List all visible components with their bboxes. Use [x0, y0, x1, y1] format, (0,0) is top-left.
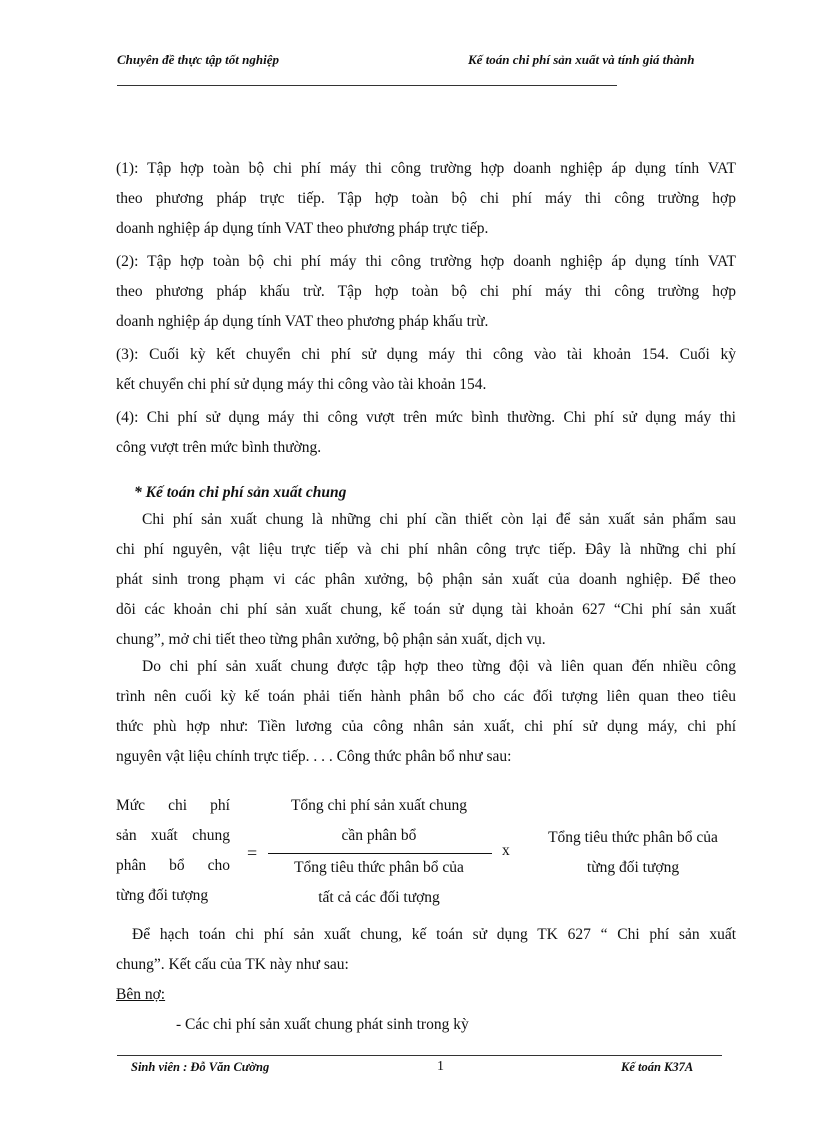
text-line: Chi phí sản xuất chung là những chi phí cần thiết còn lại để sản xuất sản phẩm sau	[142, 511, 736, 528]
body-paragraph-2	[116, 652, 736, 772]
text-line: theo phương pháp khấu trừ. Tập hợp toàn bộ chi phí máy thi công trường hợp	[116, 283, 736, 300]
text-line: (3): Cuối kỳ kết chuyển chi phí sử dụng máy thi công vào tài khoản 154. Cuối kỳ	[116, 346, 736, 363]
footer-student-name: Sinh viên : Đỗ Văn Cường	[131, 1060, 270, 1074]
text-line: (2): Tập hợp toàn bộ chi phí máy thi công trường hợp doanh nghiệp áp dụng tính VAT	[116, 253, 736, 270]
text-line: Do chi phí sản xuất chung được tập hợp theo từng đội và liên quan đến nhiều công	[142, 658, 736, 675]
formula-numerator-line: cần phân bổ	[341, 827, 417, 844]
text-line: chung”, mở chi tiết theo từng phân xưởng, bộ phận sản xuất, dịch vụ.	[116, 631, 546, 648]
formula-left-line: sản xuất chung	[116, 827, 230, 844]
text-line: chung”. Kết cấu của TK này như sau:	[116, 956, 349, 973]
text-line: kết chuyển chi phí sử dụng máy thi công vào tài khoản 154.	[116, 376, 487, 393]
ben-no-item: - Các chi phí sản xuất chung phát sinh trong kỳ	[176, 1016, 469, 1033]
formula-block	[116, 791, 736, 916]
formula-numerator-line: Tổng chi phí sản xuất chung	[290, 797, 468, 814]
paragraph-3	[116, 340, 736, 400]
text-line: dõi các khoản chi phí sản xuất chung, kế toán sử dụng tài khoản 627 “Chi phí sản xuất	[116, 601, 736, 618]
footer-rule	[117, 1055, 722, 1056]
ben-no-label: Bên nợ:	[116, 986, 166, 1003]
formula-right-line: Tổng tiêu thức phân bổ của	[548, 829, 718, 846]
section-heading: * Kế toán chi phí sản xuất chung	[134, 484, 347, 501]
header-left-title: Chuyên đề thực tập tốt nghiệp	[117, 52, 279, 67]
formula-left	[116, 791, 230, 911]
formula-numerator	[268, 791, 490, 851]
formula-denominator	[268, 853, 490, 913]
formula-times: x	[502, 842, 510, 859]
body-paragraph-3	[116, 920, 736, 980]
formula-denominator-line: Tổng tiêu thức phân bổ của	[294, 859, 464, 876]
text-line: (4): Chi phí sử dụng máy thi công vượt trên mức bình thường. Chi phí sử dụng máy thi	[116, 409, 736, 426]
paragraph-2	[116, 247, 736, 337]
text-line: doanh nghiệp áp dụng tính VAT theo phương pháp khấu trừ.	[116, 313, 489, 330]
footer-class: Kế toán K37A	[621, 1060, 694, 1074]
text-line: doanh nghiệp áp dụng tính VAT theo phương pháp trực tiếp.	[116, 220, 489, 237]
footer-page-number: 1	[437, 1059, 444, 1074]
header-rule	[117, 85, 617, 86]
header-right-title: Kế toán chi phí sản xuất và tính giá thành	[468, 52, 695, 67]
formula-right	[530, 823, 736, 883]
formula-right-line: từng đối tượng	[586, 859, 680, 876]
text-line: (1): Tập hợp toàn bộ chi phí máy thi công trường hợp doanh nghiệp áp dụng tính VAT	[116, 160, 736, 177]
formula-equals: =	[247, 843, 258, 863]
formula-left-line: phân bổ cho	[116, 857, 230, 874]
formula-denominator-line: tất cả các đối tượng	[318, 889, 440, 906]
text-line: theo phương pháp trực tiếp. Tập hợp toàn bộ chi phí máy thi công trường hợp	[116, 190, 736, 207]
paragraph-1	[116, 154, 736, 244]
text-line: trình nên cuối kỳ kế toán phải tiến hành phân bổ cho các đối tượng liên quan theo tiêu	[116, 688, 736, 705]
formula-left-line: Mức chi phí	[116, 797, 230, 814]
text-line: phát sinh trong phạm vi các phân xưởng, bộ phận sản xuất của doanh nghiệp. Để theo	[116, 571, 736, 588]
text-line: Để hạch toán chi phí sản xuất chung, kế toán sử dụng TK 627 “ Chi phí sản xuất	[132, 926, 736, 943]
text-line: công vượt trên mức bình thường.	[116, 439, 322, 456]
formula-left-line: từng đối tượng	[116, 887, 209, 904]
body-paragraph-1	[116, 505, 736, 655]
text-line: nguyên vật liệu chính trực tiếp. . . . Công thức phân bổ như sau:	[116, 748, 512, 765]
paragraph-4	[116, 403, 736, 463]
text-line: chi phí nguyên, vật liệu trực tiếp và chi phí nhân công trực tiếp. Đây là những chi phí	[116, 541, 736, 558]
text-line: thức phù hợp như: Tiền lương của công nhân sản xuất, chi phí sử dụng máy, chi phí	[116, 718, 736, 735]
